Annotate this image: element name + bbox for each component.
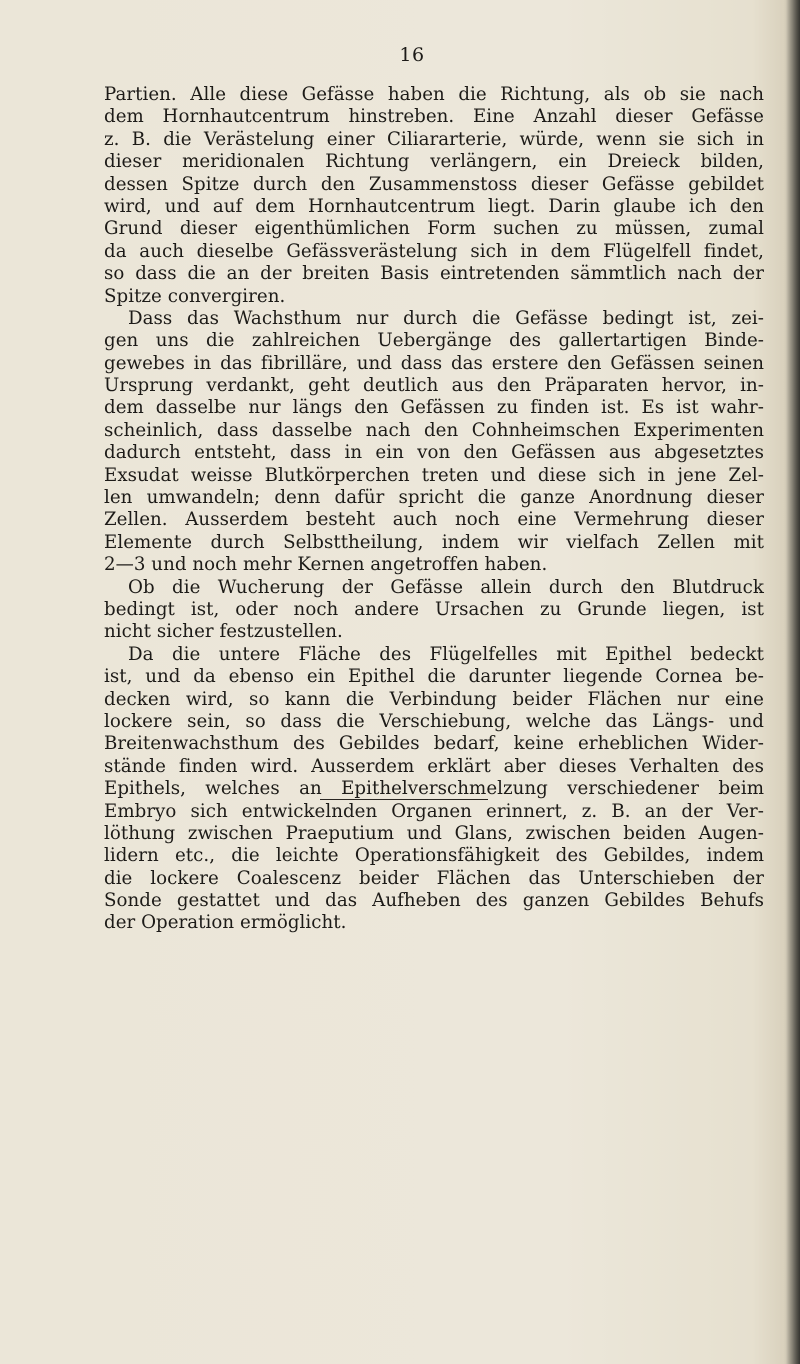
text-line: len umwandeln; denn dafür spricht die ganze Anordnung dieser: [104, 487, 764, 509]
text-line: ist, und da ebenso ein Epithel die darunter liegende Cornea be-: [104, 666, 764, 688]
text-line: stände finden wird. Ausserdem erklärt aber dieses Verhalten des: [104, 755, 764, 777]
text-line: dem Hornhautcentrum hinstreben. Eine Anzahl dieser Gefässe: [104, 106, 764, 128]
body-text: [104, 84, 764, 935]
text-line: dieser meridionalen Richtung verlängern, ein Dreieck bilden,: [104, 151, 764, 173]
text-line: gen uns die zahlreichen Uebergänge des gallertartigen Binde-: [104, 330, 764, 352]
text-line: dadurch entsteht, dass in ein von den Gefässen aus abgesetztes: [104, 442, 764, 464]
text-line: Breitenwachsthum des Gebildes bedarf, keine erheblichen Wider-: [104, 733, 764, 755]
page-number: 16: [399, 44, 425, 66]
text-line: Grund dieser eigenthümlichen Form suchen zu müssen, zumal: [104, 218, 764, 240]
text-line: Exsudat weisse Blutkörperchen treten und diese sich in jene Zel-: [104, 464, 764, 486]
text-line: wird, und auf dem Hornhautcentrum liegt. Darin glaube ich den: [104, 195, 764, 217]
text-line: da auch dieselbe Gefässverästelung sich in dem Flügelfell findet,: [104, 240, 764, 262]
section-divider: [320, 799, 488, 800]
text-line: z. B. die Verästelung einer Ciliararterie, würde, wenn sie sich in: [104, 128, 764, 150]
text-line: decken wird, so kann die Verbindung beider Flächen nur eine: [104, 688, 764, 710]
text-line: bedingt ist, oder noch andere Ursachen zu Grunde liegen, ist: [104, 598, 764, 620]
text-line: Ursprung verdankt, geht deutlich aus den Präparaten hervor, in-: [104, 375, 764, 397]
text-line: Da die untere Fläche des Flügelfelles mit Epithel bedeckt: [128, 643, 764, 665]
text-line: lockere sein, so dass die Verschiebung, welche das Längs- und: [104, 710, 764, 732]
text-line: 2—3 und noch mehr Kernen angetroffen haben.: [104, 554, 548, 576]
text-line: dessen Spitze durch den Zusammenstoss dieser Gefässe gebildet: [104, 173, 764, 195]
text-line: Sonde gestattet und das Aufheben des ganzen Gebildes Behufs: [104, 890, 764, 912]
text-line: Ob die Wucherung der Gefässe allein durch den Blutdruck: [128, 576, 764, 598]
text-line: dem dasselbe nur längs den Gefässen zu finden ist. Es ist wahr-: [104, 397, 764, 419]
text-line: lidern etc., die leichte Operationsfähigkeit des Gebildes, indem: [104, 845, 764, 867]
text-line: Zellen. Ausserdem besteht auch noch eine Vermehrung dieser: [104, 509, 764, 531]
text-line: nicht sicher festzustellen.: [104, 621, 343, 643]
text-line: Partien. Alle diese Gefässe haben die Richtung, als ob sie nach: [104, 84, 764, 105]
text-line: scheinlich, dass dasselbe nach den Cohnheimschen Experimenten: [104, 419, 764, 441]
text-line: der Operation ermöglicht.: [104, 912, 347, 934]
text-line: Embryo sich entwickelnden Organen erinnert, z. B. an der Ver-: [104, 800, 764, 822]
text-line: Dass das Wachsthum nur durch die Gefässe bedingt ist, zei-: [128, 307, 764, 329]
text-line: gewebes in das fibrilläre, und dass das erstere den Gefässen seinen: [104, 352, 764, 374]
text-line: die lockere Coalescenz beider Flächen das Unterschieben der: [104, 867, 764, 889]
text-line: Elemente durch Selbsttheilung, indem wir vielfach Zellen mit: [104, 531, 764, 553]
text-line: löthung zwischen Praeputium und Glans, zwischen beiden Augen-: [104, 822, 764, 844]
text-line: Epithels, welches an Epithelverschmelzung verschiedener beim: [104, 778, 764, 800]
page-binding-shadow: [786, 0, 800, 1364]
text-line: so dass die an der breiten Basis eintretenden sämmtlich nach der: [104, 263, 764, 285]
text-line: Spitze convergiren.: [104, 285, 286, 307]
